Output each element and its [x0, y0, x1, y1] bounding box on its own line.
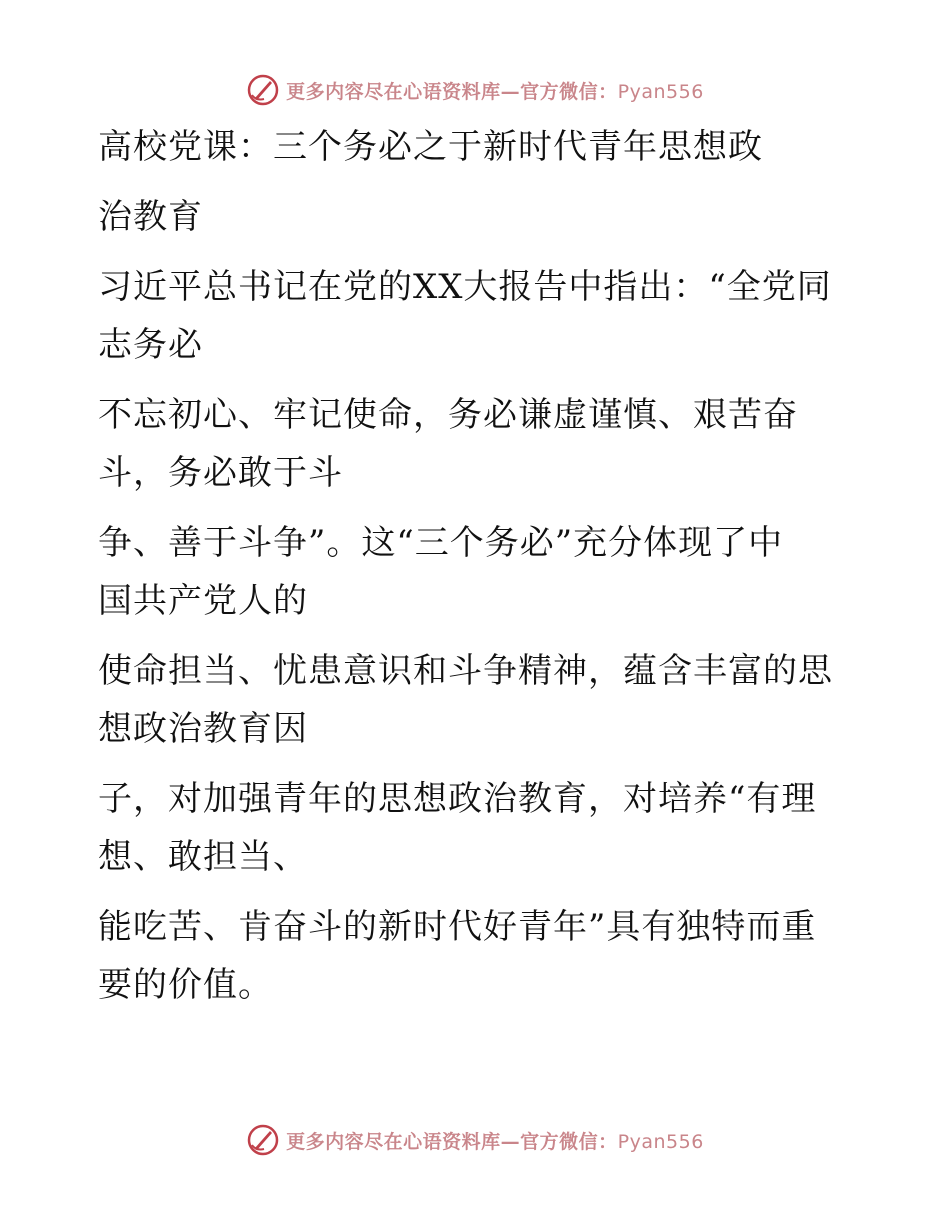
- document-body: [98, 118, 858, 1014]
- paragraph-line: 要的价值。: [98, 965, 273, 1005]
- title-line-1: 高校党课：三个务必之于新时代青年思想政: [98, 127, 763, 167]
- watermark-wechat-id: Pyan556: [617, 1130, 704, 1153]
- paragraph-line: 子，对加强青年的思想政治教育，对培养“有理: [98, 779, 817, 819]
- paragraph-line: 争、善于斗争”。这“三个务必”充分体现了中: [98, 523, 784, 563]
- watermark-text: [286, 77, 704, 104]
- paragraph-line: 想、敢担当、: [98, 837, 308, 877]
- quill-logo-icon: [246, 73, 280, 107]
- paragraph-line: 不忘初心、牢记使命，务必谦虚谨慎、艰苦奋: [98, 395, 798, 435]
- quill-logo-icon: [246, 1123, 280, 1157]
- paragraph-line: 习近平总书记在党的XX大报告中指出：“全党同: [98, 267, 832, 307]
- header-watermark: [0, 70, 950, 110]
- paragraph-line: 使命担当、忧患意识和斗争精神，蕴含丰富的思: [98, 651, 833, 691]
- paragraph-line: 能吃苦、肯奋斗的新时代好青年”具有独特而重: [98, 907, 817, 947]
- footer-watermark: [0, 1120, 950, 1160]
- watermark-text: [286, 1127, 704, 1154]
- paragraph-line: 志务必: [98, 325, 203, 365]
- watermark-label: 更多内容尽在心语资料库—官方微信：: [286, 80, 618, 103]
- paragraph-line: 国共产党人的: [98, 581, 308, 621]
- title-line-2: 治教育: [98, 197, 203, 237]
- watermark-wechat-id: Pyan556: [617, 80, 704, 103]
- watermark-label: 更多内容尽在心语资料库—官方微信：: [286, 1130, 618, 1153]
- paragraph-line: 斗，务必敢于斗: [98, 453, 343, 493]
- paragraph-line: 想政治教育因: [98, 709, 308, 749]
